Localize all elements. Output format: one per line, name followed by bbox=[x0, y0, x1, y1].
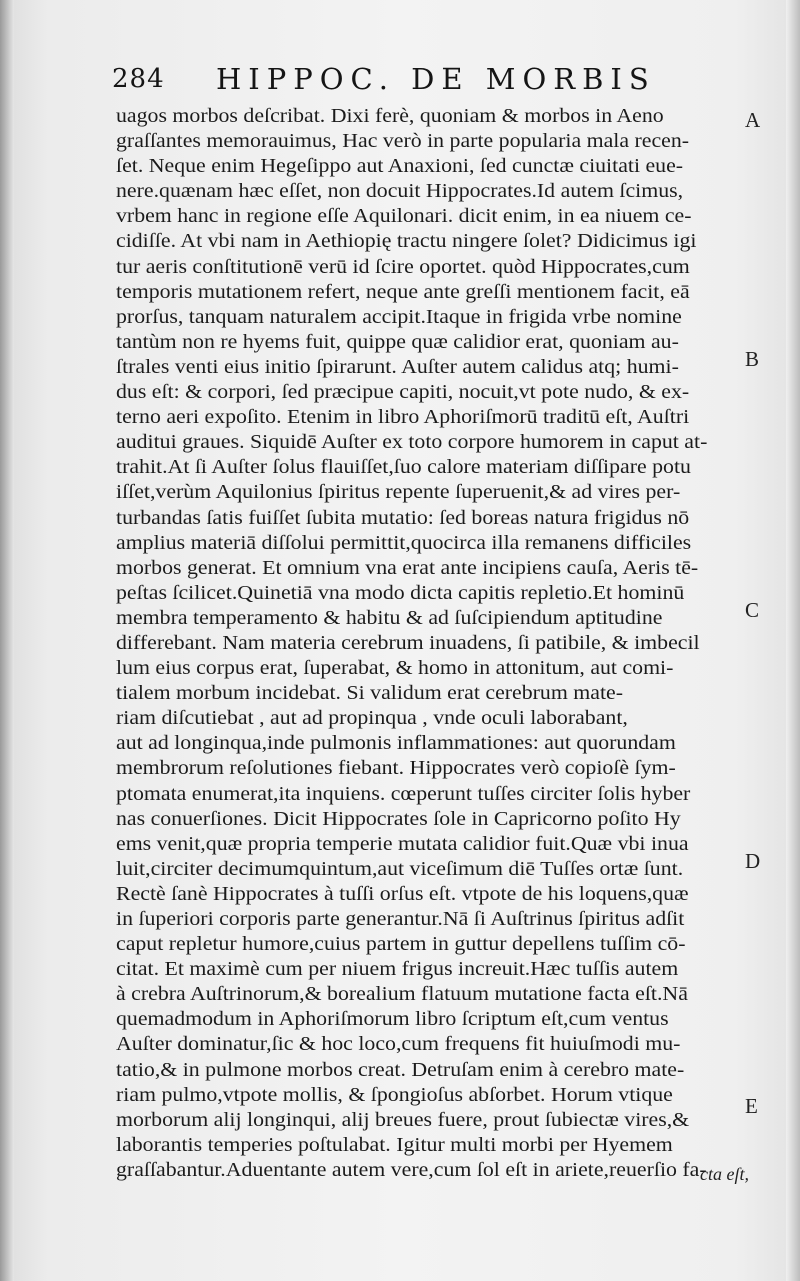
text-line: vrbem hanc in regione eſſe Aquilonari. dicit enim, in ea niuem ce- bbox=[116, 206, 692, 228]
text-line: in ſuperiori corporis parte generantur.Nā ſi Auſtrinus ſpiritus adſit bbox=[116, 909, 685, 930]
text-line: graſſantes memorauimus, Hac verò in parte popularia mala recen- bbox=[116, 131, 690, 153]
text-line: turbandas ſatis fuiſſet ſubita mutatio: ſed boreas natura frigidus nō bbox=[116, 507, 690, 529]
text-line: amplius materiā diſſolui permittit,quocirca illa remanens difficiles bbox=[116, 532, 692, 554]
text-line: membra temperamento & habitu & ad ſuſcipiendum aptitudine bbox=[116, 607, 663, 629]
text-line: graſſabantur.Aduentante autem vere,cum ſol eſt in ariete,reuerſio fa- bbox=[116, 1159, 707, 1181]
text-line: nas conuerſiones. Dicit Hippocrates ſole in Capricorno poſito Hy bbox=[116, 808, 681, 830]
margin-letter-c: C bbox=[745, 598, 760, 622]
text-line: luit,circiter decimumquintum,aut viceſimum diē Tuſſes ortæ ſunt. bbox=[116, 858, 684, 880]
text-line: trahit.At ſi Auſter ſolus flauiſſet,ſuo calore materiam diſſipare potu bbox=[116, 457, 691, 479]
page-edge bbox=[786, 0, 800, 1281]
text-line: prorſus, tanquam naturalem accipit.Itaque in frigida vrbe nomine bbox=[116, 306, 682, 328]
margin-letter-d: D bbox=[745, 849, 761, 873]
margin-letter-a: A bbox=[745, 108, 761, 132]
text-line: dus eſt: & corpori, ſed præcipue capiti, nocuit,vt pote nudo, & ex- bbox=[116, 382, 690, 404]
text-line: quemadmodum in Aphoriſmorum libro ſcriptum eſt,cum ventus bbox=[116, 1009, 669, 1031]
text-line: riam pulmo,vtpote mollis, & ſpongioſus abſorbet. Horum vtique bbox=[116, 1084, 673, 1106]
text-line: tur aeris conſtitutionē verū id ſcire oportet. quòd Hippocrates,cum bbox=[116, 256, 690, 278]
text-line: riam diſcutiebat , aut ad propinqua , vnde oculi laborabant, bbox=[116, 708, 628, 730]
text-line: ptomata enumerat,ita inquiens. cœperunt tuſſes circiter ſolis hyber bbox=[116, 783, 691, 805]
text-line: Auſter dominatur,ſic & hoc loco,cum frequens fit huiuſmodi mu- bbox=[116, 1034, 681, 1056]
margin-letter-e: E bbox=[745, 1094, 758, 1118]
text-line: aut ad longinqua,inde pulmonis inflammationes: aut quorundam bbox=[116, 733, 676, 755]
text-line: auditui graues. Siquidē Auſter ex toto corpore humorem in caput at- bbox=[116, 432, 708, 454]
text-line: terno aeri expoſito. Etenim in libro Aphoriſmorū traditū eſt, Auſtri bbox=[116, 407, 690, 429]
text-line: tatio,& in pulmone morbos creat. Detruſam enim à cerebro mate- bbox=[116, 1059, 685, 1081]
text-line: Rectè ſanè Hippocrates à tuſſi orſus eſt. vtpote de his loquens,quæ bbox=[116, 883, 689, 905]
text-line: à crebra Auſtrinorum,& borealium flatuum mutatione facta eſt.Nā bbox=[116, 984, 688, 1006]
text-line: morborum alij longinqui, alij breues fuere, prout ſubiectæ vires,& bbox=[116, 1109, 690, 1131]
page-header bbox=[112, 58, 672, 98]
text-line: caput repletur humore,cuius partem in guttur depellens tuſſim cō- bbox=[116, 934, 686, 956]
catchword: cta eſt, bbox=[700, 1164, 749, 1184]
text-line: nere.quænam hæc eſſet, non docuit Hippocrates.Id autem ſcimus, bbox=[116, 181, 684, 203]
text-line: uagos morbos deſcribat. Dixi ferè, quoniam & morbos in Aeno bbox=[116, 106, 664, 127]
running-title: HIPPOC. DE MORBIS bbox=[216, 62, 656, 96]
text-line: tantùm non re hyems fuit, quippe quæ calidior erat, quoniam au- bbox=[116, 331, 679, 353]
text-line: ſtrales venti eius initio ſpirarunt. Auſter autem calidus atq; humi- bbox=[116, 356, 679, 378]
text-line: temporis mutationem refert, neque ante greſſi mentionem facit, eā bbox=[116, 281, 690, 303]
page-gutter-shadow bbox=[0, 0, 14, 1281]
page-number: 284 bbox=[112, 64, 165, 94]
text-line: citat. Et maximè cum per niuem frigus increuit.Hæc tuſſis autem bbox=[116, 959, 679, 981]
text-line: iſſet,verùm Aquilonius ſpiritus repente ſuperuenit,& ad vires per- bbox=[116, 482, 681, 504]
text-line: ems venit,quæ propria temperie mutata calidior fuit.Quæ vbi inua bbox=[116, 833, 689, 855]
text-line: morbos generat. Et omnium vna erat ante incipiens cauſa, Aeris tē- bbox=[116, 557, 699, 579]
margin-letter-b: B bbox=[745, 347, 760, 371]
text-line: lum eius corpus erat, ſuperabat, & homo in attonitum, aut comi- bbox=[116, 658, 674, 680]
text-line: membrorum reſolutiones fiebant. Hippocrates verò copioſè ſym- bbox=[116, 758, 676, 780]
text-line: differebant. Nam materia cerebrum inuadens, ſi patibile, & imbecil bbox=[116, 632, 700, 654]
text-line: laborantis temperies poſtulabat. Igitur multi morbi per Hyemem bbox=[116, 1134, 673, 1156]
body-text bbox=[116, 104, 741, 1183]
text-line: tialem morbum incidebat. Si validum erat cerebrum mate- bbox=[116, 683, 624, 705]
text-line: ſet. Neque enim Hegeſippo aut Anaxioni, ſed cunctæ ciuitati eue- bbox=[116, 156, 684, 178]
text-line: peſtas ſcilicet.Quinetiā vna modo dicta capitis repletio.Et hominū bbox=[116, 582, 685, 604]
text-line: cidiſſe. At vbi nam in Aethiopię tractu ningere ſolet? Didicimus igi bbox=[116, 231, 697, 253]
